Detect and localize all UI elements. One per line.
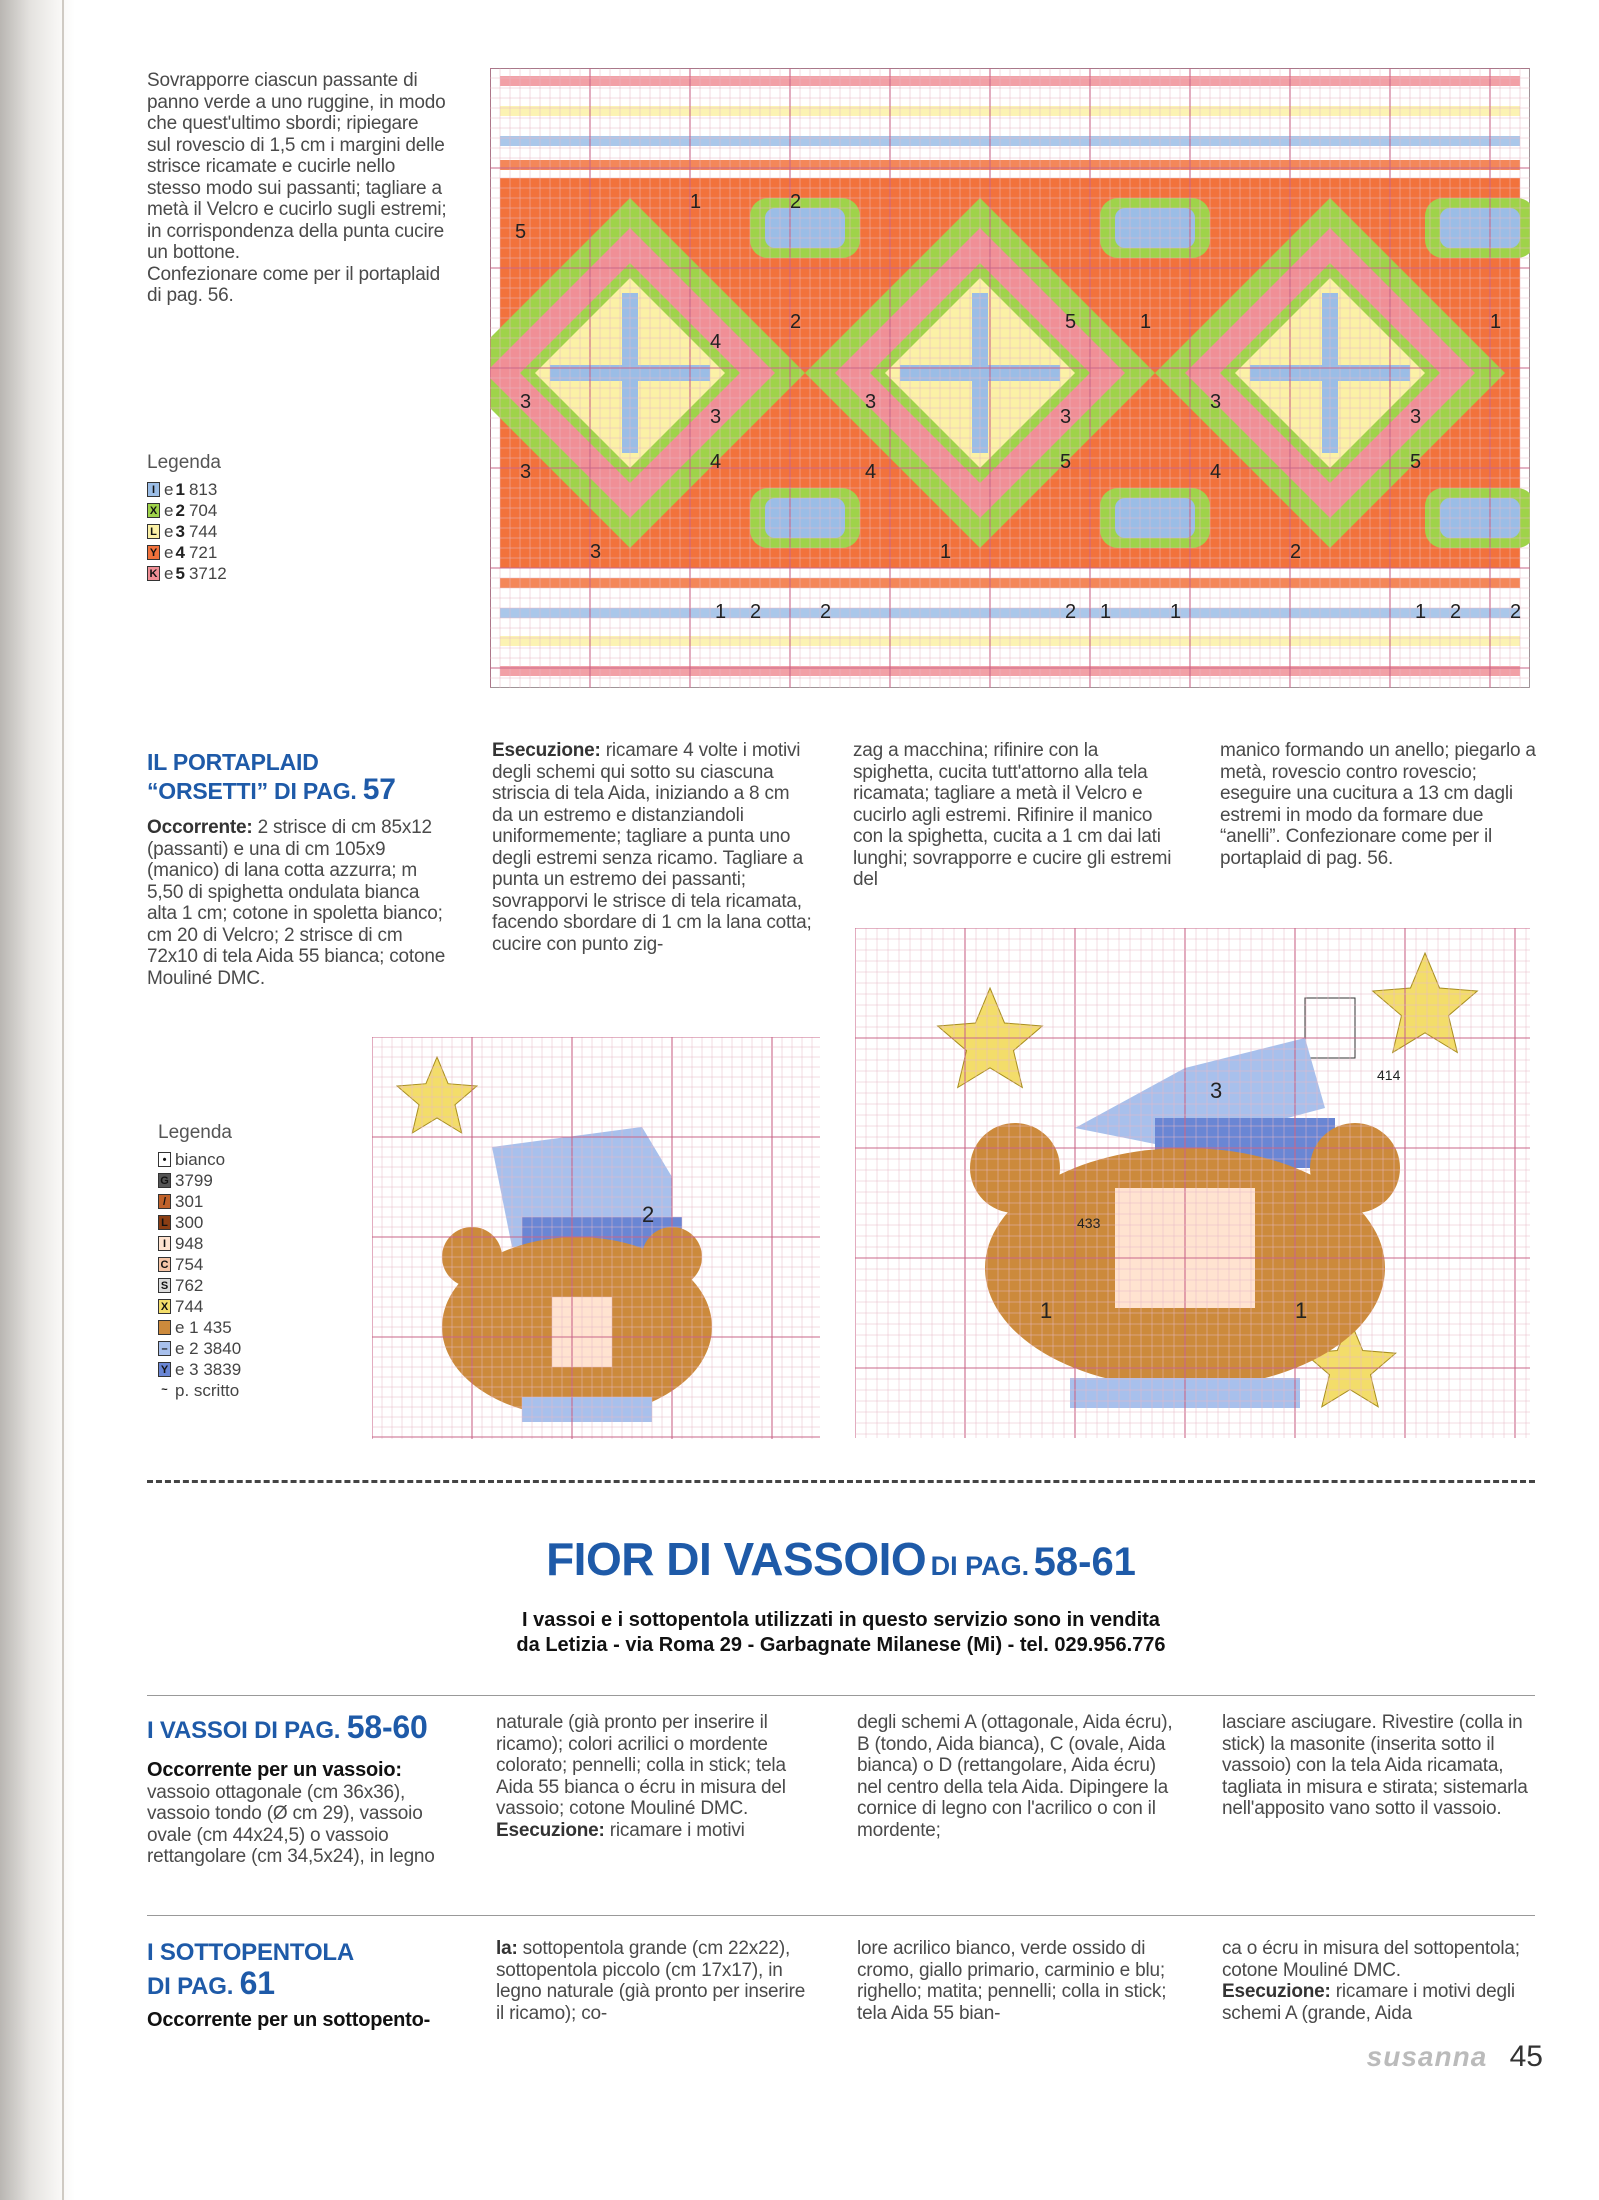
legend-swatch: I <box>147 482 160 497</box>
legend-label: 754 <box>175 1255 204 1274</box>
legend-swatch: ~ <box>161 1384 168 1396</box>
legend-item <box>147 563 227 584</box>
sottopentola-title-line2: DI PAG. <box>147 1973 234 2000</box>
page-number: 45 <box>1509 2040 1543 2073</box>
vassoi-occorrente-label: Occorrente per un vassoio: <box>147 1759 402 1781</box>
legend-label: bianco <box>175 1150 226 1169</box>
vassoio-subtitle-line1: I vassoi e i sottopentola utilizzati in questo servizio sono in vendita <box>522 1609 1160 1631</box>
chart-label: 2 <box>642 1202 655 1227</box>
legend-number: 4 <box>175 543 185 562</box>
vassoi-title-pages: 58-60 <box>346 1709 428 1745</box>
sottopentola-esecuzione-label: Esecuzione: <box>1222 1981 1331 2002</box>
chart-number: 4 <box>710 451 722 473</box>
sottopentola-column-4 <box>1222 1938 1538 2024</box>
legend-item <box>158 1275 241 1296</box>
occorrente-text: 2 strisce di cm 85x12 (passanti) e una di cm 105x9 (manico) di lana cotta azzurra; m 5,50 di spighetta ondulata bianca alta 1 cm; cotone in spoletta bianco; cm 20 di Velcro; 2 strisce di cm 72x10 di tela Aida 55 bianca; cotone Mouliné DMC. <box>147 817 446 989</box>
vassoi-col4-text: lasciare asciugare. Rivestire (colla in stick) la masonite (inserita sotto il vassoio) con la tela Aida ricamata, tagliata in misura e stirata; sistemarla nell'apposito vano sotto il vassoio. <box>1222 1712 1528 1819</box>
esecuzione-text: ricamare 4 volte i motivi degli schemi qui sotto su ciascuna striscia di tela Aida, iniziando a 8 cm da un estremo e distanziandoli uniformemente; tagliare a punta uno degli estremi senza ricamo. Tagliare a punta un estremo dei passanti; sovrapporvi le strisce di tela ricamata, facendo sbordare di 1 cm la lana cotta; cucire con punto zig- <box>492 740 812 955</box>
collar <box>522 1397 652 1422</box>
page-footer <box>1367 2040 1543 2074</box>
legend-item <box>147 521 227 542</box>
portaplaid-col4-text: manico formando un anello; piegarlo a metà, rovescio contro rovescio; eseguire una cucitura a 13 cm dagli estremi in modo da formare due “anelli”. Confezionare come per il portaplaid di pag. 56. <box>1220 740 1536 869</box>
vassoio-subtitle-line2: da Letizia - via Roma 29 - Garbagnate Milanese (Mi) - tel. 029.956.776 <box>516 1634 1166 1656</box>
legend-item <box>158 1338 241 1359</box>
vassoi-column-3 <box>857 1712 1179 1841</box>
chart-number: 3 <box>1060 406 1072 428</box>
chart-label: 1 <box>1040 1298 1053 1323</box>
border-cross-stitch-chart <box>490 68 1530 688</box>
chart-number: 5 <box>515 221 527 243</box>
chart-number: 2 <box>750 601 762 623</box>
legend-label: 762 <box>175 1276 204 1295</box>
legend-label: e 2 3840 <box>175 1339 242 1358</box>
chart-number: 3 <box>590 541 602 563</box>
legend-code: 721 <box>188 543 218 562</box>
legend-number: 5 <box>175 564 185 583</box>
chart-label: 1 <box>1295 1298 1308 1323</box>
legend-item <box>158 1359 241 1380</box>
chart-number: 2 <box>1450 601 1462 623</box>
vassoi-col3-text: degli schemi A (ottagonale, Aida écru), B (tondo, Aida bianca), C (ovale, Aida bianca) o D (rettangolare, Aida écru) nel centro della tela Aida. Dipingere la cornice di legno con l'acrilico o con il mordente; <box>857 1712 1173 1841</box>
chart-number: 2 <box>1290 541 1302 563</box>
vassoi-column-1 <box>147 1709 457 1868</box>
legend-swatch: Y <box>147 545 160 560</box>
magazine-brand: susanna <box>1366 2041 1488 2072</box>
legend-number: 2 <box>175 501 185 520</box>
vassoi-esecuzione-text: ricamare i motivi <box>609 1819 745 1841</box>
legend-number: 1 <box>175 480 185 499</box>
chart-number: 4 <box>865 461 877 483</box>
legend-swatch <box>158 1320 171 1335</box>
legend-swatch: X <box>147 503 160 518</box>
legend-swatch: X <box>158 1299 171 1314</box>
legend-swatch: / <box>158 1194 171 1209</box>
vassoi-esecuzione-label: Esecuzione: <box>496 1819 605 1841</box>
chart-number: 4 <box>710 331 722 353</box>
chart-number: 2 <box>820 601 832 623</box>
sottopentola-occorrente-label: Occorrente per un sottopento- <box>147 2009 431 2031</box>
chart-label: 414 <box>1377 1067 1401 1083</box>
vassoi-column-2 <box>496 1712 818 1841</box>
chart-number: 3 <box>520 391 532 413</box>
vassoio-title-pages: 58-61 <box>1033 1540 1136 1584</box>
sottopentola-col2-text: sottopentola grande (cm 22x22), sottopentola piccolo (cm 17x17), in legno naturale (già pronto per inserire il ricamo); co- <box>496 1938 806 2024</box>
legend-item <box>147 542 227 563</box>
legend-item <box>158 1191 241 1212</box>
legend-swatch: – <box>158 1341 171 1356</box>
sottopentola-la: la: <box>496 1938 518 1959</box>
chart-number: 3 <box>710 406 722 428</box>
legend-item <box>147 479 227 500</box>
portaplaid-title-line1: IL PORTAPLAID <box>147 749 319 775</box>
chart-number: 1 <box>690 191 702 213</box>
intro-paragraph: Sovrapporre ciascun passante di panno verde a uno ruggine, in modo che quest'ultimo sbordi; ripiegare sul rovescio di 1,5 cm i margini delle strisce ricamate e cucirle nello stesso modo sui passanti; tagliare a metà il Velcro e cucirlo sugli estremi; in corrispondenza della punta cucire un bottone. <box>147 70 447 263</box>
sottopentola-column-2 <box>496 1938 818 2024</box>
chart-number: 2 <box>790 311 802 333</box>
chart-number: 1 <box>715 601 727 623</box>
portaplaid-title-line2: “ORSETTI” DI PAG. <box>147 778 357 804</box>
legend-prefix: e <box>164 501 174 520</box>
chart-number: 1 <box>1490 311 1502 333</box>
legend-prefix: e <box>164 543 174 562</box>
portaplaid-title-page: 57 <box>362 773 396 806</box>
sottopentola-col3-text: lore acrilico bianco, verde ossido di cromo, giallo primario, carminio e blu; righello; matita; pennelli; colla in stick; tela Aida 55 bian- <box>857 1938 1167 2024</box>
chart-number: 2 <box>790 191 802 213</box>
sottopentola-title-page: 61 <box>239 1965 275 2001</box>
legend-label: e 1 435 <box>175 1318 232 1337</box>
legend-swatch: L <box>147 524 160 539</box>
legend-code: 744 <box>188 522 218 541</box>
chart-number: 1 <box>1170 601 1182 623</box>
divider <box>147 1695 1535 1696</box>
legend-label: 301 <box>175 1192 204 1211</box>
sottopentola-col4-text: ca o écru in misura del sottopentola; cotone Mouliné DMC. <box>1222 1938 1520 1981</box>
bear-chart-small <box>372 1037 820 1439</box>
divider <box>147 1915 1535 1916</box>
legend-item <box>158 1254 241 1275</box>
chart-number: 2 <box>1065 601 1077 623</box>
vassoi-occorrente-text: vassoio ottagonale (cm 36x36), vassoio tondo (Ø cm 29), vassoio ovale (cm 44x24,5) o vassoio rettangolare (cm 34,5x24), in legno <box>147 1781 435 1867</box>
sottopentola-title-line1: I SOTTOPENTOLA <box>147 1939 355 1966</box>
chart-number: 1 <box>1100 601 1112 623</box>
chart-number: 1 <box>940 541 952 563</box>
sottopentola-column-3 <box>857 1938 1179 2024</box>
legend-title: Legenda <box>147 452 221 473</box>
portaplaid-title <box>147 748 453 805</box>
vassoi-title <box>147 1709 457 1746</box>
bear-chart-large <box>855 928 1530 1438</box>
legend-swatch: S <box>158 1278 171 1293</box>
vassoio-title-suffix: DI PAG. <box>930 1551 1030 1581</box>
chart-label: 3 <box>1210 1078 1223 1103</box>
chart-label: 433 <box>1077 1215 1101 1231</box>
legend-prefix: e <box>164 564 174 583</box>
vassoi-column-4 <box>1222 1712 1538 1820</box>
legend-swatch: K <box>147 566 160 581</box>
sottopentola-esecuzione-text: ricamare i motivi degli schemi A (grande, Aida <box>1222 1981 1515 2024</box>
legend-item <box>158 1317 241 1338</box>
legend-label: 3799 <box>175 1171 213 1190</box>
vassoio-subtitle <box>147 1608 1535 1658</box>
legend-bears <box>158 1122 241 1401</box>
vassoi-title-text: I VASSOI DI PAG. <box>147 1717 341 1744</box>
legend-code: 813 <box>188 480 218 499</box>
legend-item <box>158 1296 241 1317</box>
intro-text <box>147 70 447 307</box>
chart-number: 5 <box>1060 451 1072 473</box>
legend-code: 3712 <box>188 564 227 583</box>
chart-number: 3 <box>865 391 877 413</box>
chart-number: 3 <box>520 461 532 483</box>
legend-item <box>158 1380 241 1401</box>
legend-label: 948 <box>175 1234 204 1253</box>
legend-prefix: e <box>164 480 174 499</box>
portaplaid-column-3 <box>853 740 1181 891</box>
sottopentola-column-1 <box>147 1938 467 2032</box>
sottopentola-title <box>147 1938 467 2002</box>
legend-swatch: L <box>158 1215 171 1230</box>
vassoio-title: FIOR DI VASSOIO <box>546 1533 927 1585</box>
chart-number: 4 <box>1210 461 1222 483</box>
legend-swatch: • <box>158 1152 171 1167</box>
legend-swatch: G <box>158 1173 171 1188</box>
vassoio-heading <box>147 1532 1535 1586</box>
legend-item <box>147 500 227 521</box>
vassoi-col2-text: naturale (già pronto per inserire il ricamo); colori acrilici o mordente colorato; pennelli; colla in stick; tela Aida 55 bianca o écru in misura del vassoio; cotone Mouliné DMC. <box>496 1712 786 1819</box>
chart-number: 5 <box>1410 451 1422 473</box>
legend-item <box>158 1233 241 1254</box>
esecuzione-label: Esecuzione: <box>492 740 601 761</box>
chart-number: 3 <box>1210 391 1222 413</box>
legend-item <box>158 1170 241 1191</box>
portaplaid-col3-text: zag a macchina; rifinire con la spighetta, cucita tutt'attorno alla tela ricamata; tagliare a metà il Velcro e cucirlo agli estremi. Rifinire il manico con la spighetta, cucita a 1 cm dai lati lunghi; sovrapporre e cucire gli estremi del <box>853 740 1172 890</box>
binding-edge <box>62 0 64 2200</box>
legend-label: 744 <box>175 1297 204 1316</box>
portaplaid-column-4 <box>1220 740 1538 869</box>
occorrente-label: Occorrente: <box>147 817 253 838</box>
legend-title: Legenda <box>158 1122 232 1143</box>
legend-number: 3 <box>175 522 185 541</box>
legend-prefix: e <box>164 522 174 541</box>
section-divider-dashed <box>147 1480 1535 1483</box>
portaplaid-column-2 <box>492 740 814 955</box>
chart-number: 2 <box>1510 601 1522 623</box>
legend-item <box>158 1212 241 1233</box>
intro-paragraph-2: Confezionare come per il portaplaid di pag. 56. <box>147 263 440 306</box>
chart-number: 1 <box>1140 311 1152 333</box>
legend-item <box>158 1149 241 1170</box>
portaplaid-column-1 <box>147 748 453 989</box>
chart-number: 1 <box>1415 601 1427 623</box>
legend-label: 300 <box>175 1213 204 1232</box>
legend-swatch: I <box>158 1236 171 1251</box>
legend-swatch: C <box>158 1257 171 1272</box>
chart-number: 3 <box>1410 406 1422 428</box>
chart-number: 5 <box>1065 311 1077 333</box>
legend-swatch: Y <box>158 1362 171 1377</box>
legend-label: e 3 3839 <box>175 1360 242 1379</box>
legend-label: p. scritto <box>175 1381 240 1400</box>
legend-code: 704 <box>188 501 218 520</box>
legend-border <box>147 452 227 584</box>
